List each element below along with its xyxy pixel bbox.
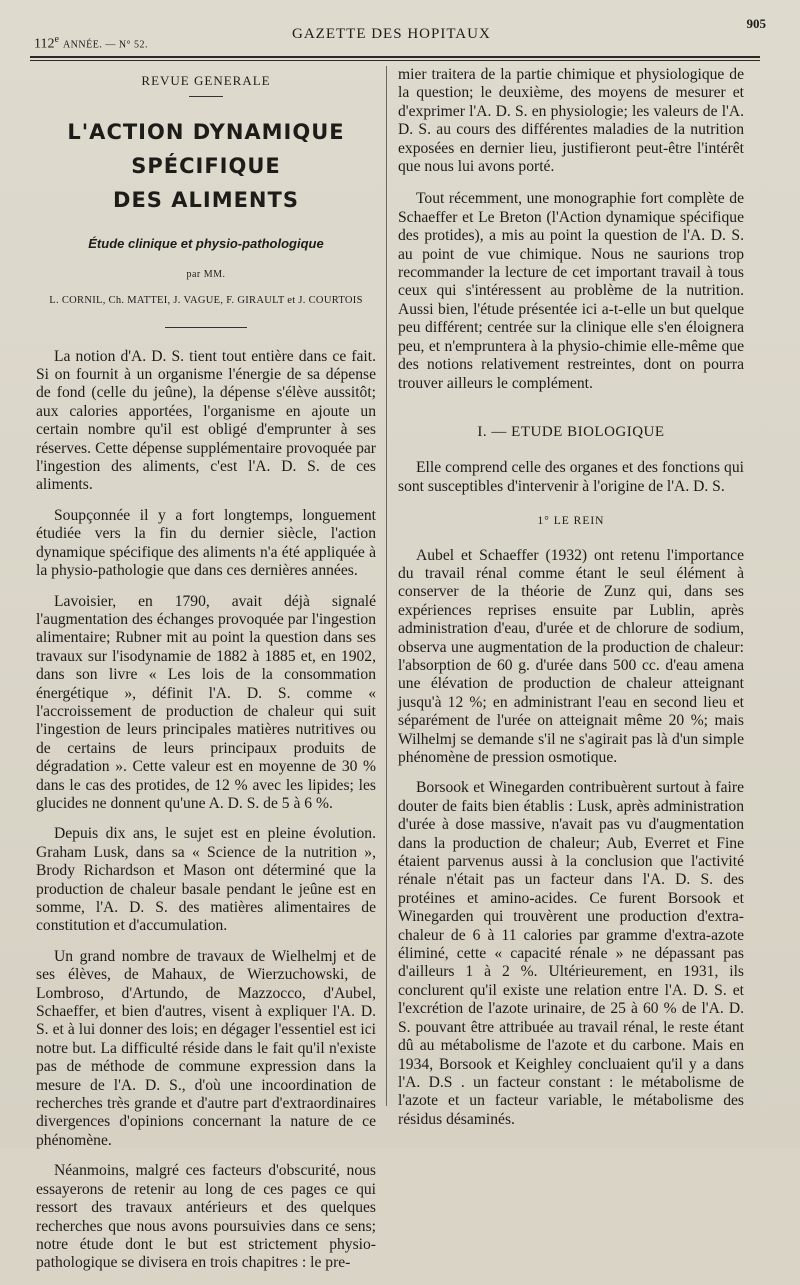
- author-list: L. CORNIL, Ch. MATTEI, J. VAGUE, F. GIRAULT et J. COURTOIS: [49, 295, 363, 307]
- paragraph: Tout récemment, une monographie fort complète de Schaeffer et Le Breton (l'Action dynamique spécifique des protides), a mis au point la question de l'A. D. S. au point de vue chimique. Nous ne saurions trop recommander la lecture de cet important travail à tous ceux qui s'intéressent au problème de la nutrition. Aussi bien, l'étude présentée ici a-t-elle un but quelque peu différent; centrée sur la clinique elle s'en éloignera peu, et n'empruntera à la physio-chimie elle-même que des notions relativement restreintes, dont on pourra trouver ailleurs le complément.: [398, 190, 744, 392]
- header-rule: [30, 56, 760, 61]
- paragraph-continued: mier traitera de la partie chimique et physiologique de la question; le deuxième, des moyens de mesurer et d'exprimer l'A. D. S. en physiologie; les valeurs de l'A. D. S. au cours des différentes maladies de la nutrition exposées en dernier lieu, justifieront peut-être l'intérêt que nous lui avons porté.: [398, 66, 744, 176]
- column-divider: [386, 66, 387, 1106]
- section-heading: I. — ETUDE BIOLOGIQUE: [477, 423, 665, 440]
- section-kicker: REVUE GENERALE: [141, 73, 271, 88]
- paragraph: Elle comprend celle des organes et des fonctions qui sont susceptibles d'intervenir à l'origine de l'A. D. S.: [398, 459, 744, 495]
- article-title: [36, 115, 376, 217]
- paragraph: Borsook et Winegarden contribuèrent surtout à faire douter de faits bien établis : Lusk, après administration d'urée à dose massive, n'avait pas vu d'augmentation dans la production de chaleur; Aub, Everret et Fine étaient parvenus aussi à la conclusion que l'activité rénale n'était pas un facteur dans l'A. D. S. des protéines et amino-acides. Ce furent Borsook et Winegarden qui trouvèrent une production d'extra-chaleur de 6 à 11 calories par gramme d'extra-azote éliminé, cette « capacité rénale » ne dépassant pas d'ailleurs 1 à 2 %. Ultérieurement, en 1931, ils conclurent qu'il existe une relation entre l'A. D. S. et l'excrétion de l'azote urinaire, de 25 à 60 % de l'A. D. S. pouvant être attribuée au travail rénal, le reste étant dû au métabolisme de l'azote et du carbone. Mais en 1934, Borsook et Keighley concluaient qu'il y a dans l'A. D.S . un facteur constant : le métabolisme de l'azote et un facteur variable, le métabolisme des résidus désaminés.: [398, 779, 744, 1128]
- page-number: 905: [746, 16, 766, 31]
- article-subtitle: Étude clinique et physio-pathologique: [88, 236, 324, 252]
- paragraph: Lavoisier, en 1790, avait déjà signalé l'augmentation des échanges provoquée par l'ingestion alimentaire; Rubner mit au point la question dans ses travaux sur l'isodynamie de 1882 à 1885 et, en 1902, dans son livre « Les lois de la consommation énergétique », définit l'A. D. S. comme « l'accroissement de production de chaleur qui suit l'ingestion de leurs principales matières nutritives ou de certains de leurs principaux produits de dégradation ». Cette valeur est en moyenne de 30 % dans le cas des protides, de 12 % avec les lipides; les glucides ne donnent qu'une A. D. S. de 5 à 6 %.: [36, 592, 376, 812]
- kicker-rule: [189, 96, 223, 97]
- journal-name: GAZETTE DES HOPITAUX: [292, 26, 491, 42]
- paragraph: Depuis dix ans, le sujet est en pleine évolution. Graham Lusk, dans sa « Science de la nutrition », Brody Richardson et Mason ont déterminé que la production de chaleur basale pendant le jeûne est en somme, l'A. D. S. des matières alimentaires de constitution et d'accumulation.: [36, 825, 376, 935]
- byline: par MM.: [186, 268, 226, 280]
- subsection-heading: 1° LE REIN: [537, 515, 605, 528]
- title-line-2: DES ALIMENTS: [113, 188, 299, 213]
- paragraph: La notion d'A. D. S. tient tout entière dans ce fait. Si on fournit à un organisme l'énergie de sa dépense de fond (celle du jeûne), la dépense s'élève aussitôt; aux calories apportées, l'organisme en ajoute un certain nombre qu'il est obligé d'emprunter à ses réserves. Cette dépense supplémentaire provoquée par l'ingestion des aliments, c'est l'A. D. S. de ces aliments.: [36, 347, 376, 494]
- paragraph: Néanmoins, malgré ces facteurs d'obscurité, nous essayerons de retenir au long de ces pages ce qui ressort des travaux antérieurs et des quelques recherches que nous avons poursuivies dans ce sens; notre étude dont le but est strictement physio-pathologique se divisera en trois chapitres : le pre-: [36, 1162, 376, 1272]
- paragraph: Aubel et Schaeffer (1932) ont retenu l'importance du travail rénal comme étant le seul élément à conserver de la théorie de Zunz qui, dans ses expériences reprises ensuite par Lublin, après administration d'eau, d'urée et de chlorure de sodium, observa une augmentation de la production de chaleur: l'absorption de 60 g. d'urée dans 500 cc. d'eau amena une élévation de production de chaleur atteignant jusqu'à 12 %; en administrant l'eau en second lieu et séparément de l'urée on atteignait même 20 %; mais Wilhelmj se demande s'il ne s'agirait pas là d'un simple phénomène de pression osmotique.: [398, 546, 744, 766]
- paragraph: Soupçonnée il y a fort longtemps, longuement étudiée vers la fin du dernier siècle, l'action dynamique spécifique des aliments n'a été appliquée à la physio-pathologie que dans ces dernières années.: [36, 506, 376, 580]
- paragraph: Un grand nombre de travaux de Wielhelmj et de ses élèves, de Mahaux, de Wierzuchowski, de Lombroso, d'Artundo, de Mazzocco, d'Aubel, Schaeffer, et bien d'autres, visent à expliquer l'A. D. S. et à lui donner des lois; en dégager l'essentiel est ici notre but. La difficulté réside dans le fait qu'il n'existe pas de méthode de commune expression dans la mesure de l'A. D. S., d'où une incoordination de recherches très grande et d'autre part d'extraordinaires divergences d'opinions concernant la nature de ce phénomène.: [36, 947, 376, 1149]
- running-header: [30, 14, 766, 52]
- left-column: [36, 66, 376, 1285]
- title-line-1: L'ACTION DYNAMIQUE SPÉCIFIQUE: [67, 120, 345, 179]
- issue-number: 112e ANNÉE. — N° 52.: [34, 34, 149, 52]
- right-column: [398, 66, 744, 1141]
- title-rule: [165, 327, 247, 328]
